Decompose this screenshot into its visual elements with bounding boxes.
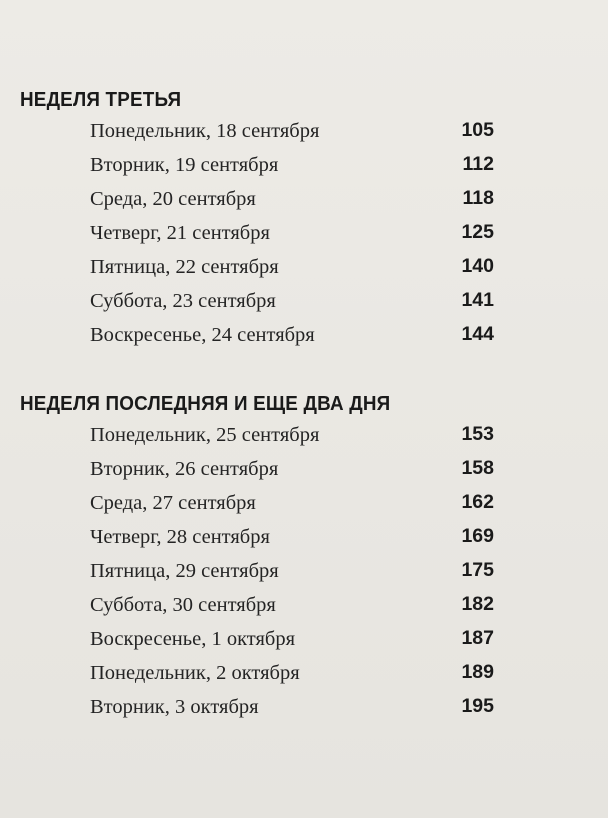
entry-page-number: 141 <box>461 289 494 311</box>
entry-page-number: 153 <box>461 423 494 445</box>
toc-entry[interactable] <box>0 593 608 627</box>
entry-list <box>0 423 608 729</box>
toc-entry[interactable] <box>0 457 608 491</box>
section-heading: НЕДЕЛЯ ПОСЛЕДНЯЯ И ЕЩЕ ДВА ДНЯ <box>20 392 391 415</box>
toc-entry[interactable] <box>0 187 608 221</box>
toc-entry[interactable] <box>0 153 608 187</box>
entry-page-number: 158 <box>461 457 494 479</box>
entry-page-number: 118 <box>462 187 494 209</box>
toc-entry[interactable] <box>0 525 608 559</box>
entry-title: Суббота, 23 сентября <box>90 290 276 312</box>
entry-page-number: 182 <box>461 593 494 615</box>
entry-title: Понедельник, 25 сентября <box>90 424 320 446</box>
toc-entry[interactable] <box>0 289 608 323</box>
entry-title: Среда, 27 сентября <box>90 492 256 514</box>
entry-page-number: 189 <box>461 661 494 683</box>
entry-title: Пятница, 22 сентября <box>90 256 279 278</box>
toc-entry[interactable] <box>0 491 608 525</box>
entry-title: Вторник, 3 октября <box>90 696 259 718</box>
entry-page-number: 195 <box>461 695 494 717</box>
entry-title: Понедельник, 18 сентября <box>90 120 320 142</box>
entry-title: Суббота, 30 сентября <box>90 594 276 616</box>
entry-page-number: 169 <box>461 525 494 547</box>
entry-page-number: 144 <box>461 323 494 345</box>
toc-entry[interactable] <box>0 559 608 593</box>
entry-list <box>0 119 608 357</box>
toc-entry[interactable] <box>0 323 608 357</box>
entry-title: Понедельник, 2 октября <box>90 662 300 684</box>
toc-entry[interactable] <box>0 695 608 729</box>
section-heading: НЕДЕЛЯ ТРЕТЬЯ <box>20 88 182 111</box>
entry-page-number: 140 <box>461 255 494 277</box>
toc-entry[interactable] <box>0 627 608 661</box>
toc-entry[interactable] <box>0 661 608 695</box>
entry-title: Среда, 20 сентября <box>90 188 256 210</box>
toc-entry[interactable] <box>0 255 608 289</box>
entry-page-number: 125 <box>461 221 494 243</box>
entry-title: Воскресенье, 24 сентября <box>90 324 315 346</box>
entry-title: Пятница, 29 сентября <box>90 560 279 582</box>
entry-page-number: 162 <box>461 491 494 513</box>
toc-entry[interactable] <box>0 221 608 255</box>
entry-title: Вторник, 19 сентября <box>90 154 279 176</box>
entry-title: Вторник, 26 сентября <box>90 458 279 480</box>
entry-title: Четверг, 28 сентября <box>90 526 270 548</box>
entry-page-number: 112 <box>462 153 494 175</box>
entry-page-number: 175 <box>461 559 494 581</box>
entry-title: Воскресенье, 1 октября <box>90 628 296 650</box>
entry-title: Четверг, 21 сентября <box>90 222 270 244</box>
toc-entry[interactable] <box>0 423 608 457</box>
entry-page-number: 105 <box>461 119 494 141</box>
entry-page-number: 187 <box>461 627 494 649</box>
toc-entry[interactable] <box>0 119 608 153</box>
